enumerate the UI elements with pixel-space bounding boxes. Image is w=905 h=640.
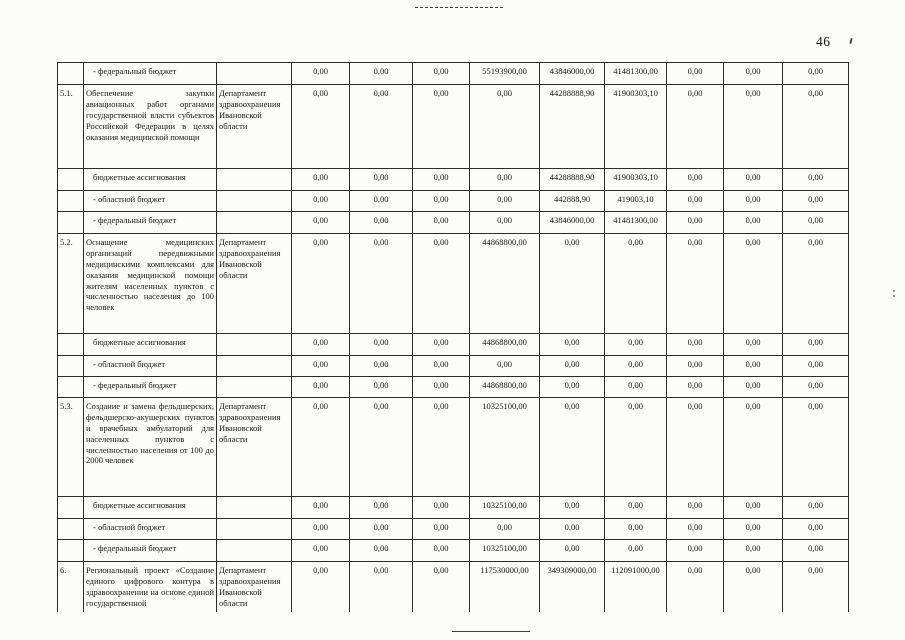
row-value-cell: 0,00 — [724, 398, 783, 497]
row-description-cell: бюджетные ассигнования — [84, 497, 217, 519]
row-value-cell: 0,00 — [667, 212, 724, 234]
row-value-cell: 0,00 — [724, 85, 783, 169]
row-number-cell — [58, 377, 84, 398]
row-value-cell: 44288888,90 — [540, 169, 605, 191]
row-value-cell: 0,00 — [413, 85, 470, 169]
row-value-cell: 0,00 — [724, 540, 783, 562]
row-number-cell: 5.2. — [58, 234, 84, 334]
table-row — [58, 169, 849, 191]
budget-table-body — [58, 63, 849, 612]
row-value-cell: 0,00 — [292, 85, 350, 169]
row-number-cell — [58, 497, 84, 519]
row-value-cell: 0,00 — [724, 519, 783, 540]
row-value-cell: 0,00 — [783, 377, 849, 398]
row-value-cell: 0,00 — [783, 234, 849, 334]
row-value-cell: 0,00 — [540, 540, 605, 562]
row-value-cell: 0,00 — [350, 497, 413, 519]
table-row — [58, 356, 849, 377]
row-number-cell: 5.3. — [58, 398, 84, 497]
row-value-cell: 0,00 — [413, 63, 470, 85]
row-department-cell — [217, 356, 292, 377]
row-value-cell: 0,00 — [413, 356, 470, 377]
row-value-cell: 0,00 — [667, 85, 724, 169]
row-value-cell: 0,00 — [470, 85, 540, 169]
row-value-cell: 0,00 — [413, 497, 470, 519]
row-value-cell: 0,00 — [350, 334, 413, 356]
row-value-cell: 0,00 — [667, 377, 724, 398]
table-row — [58, 497, 849, 519]
row-value-cell: 0,00 — [350, 169, 413, 191]
row-number-cell — [58, 356, 84, 377]
row-value-cell: 0,00 — [292, 63, 350, 85]
row-value-cell: 0,00 — [724, 191, 783, 212]
row-value-cell: 0,00 — [724, 377, 783, 398]
row-value-cell: 0,00 — [413, 191, 470, 212]
row-value-cell: 0,00 — [292, 398, 350, 497]
row-value-cell: 0,00 — [292, 212, 350, 234]
row-value-cell: 0,00 — [470, 169, 540, 191]
row-value-cell: 0,00 — [667, 191, 724, 212]
row-value-cell: 0,00 — [605, 334, 667, 356]
row-value-cell: 117530000,00 — [470, 562, 540, 612]
table-row — [58, 377, 849, 398]
row-value-cell: 0,00 — [605, 540, 667, 562]
scan-artifact-top-dashed-line — [415, 7, 503, 8]
row-department-cell — [217, 497, 292, 519]
page-number: 46 — [816, 34, 831, 49]
row-value-cell: 0,00 — [667, 169, 724, 191]
row-value-cell: 0,00 — [724, 169, 783, 191]
row-number-cell — [58, 191, 84, 212]
row-number-cell: 6. — [58, 562, 84, 612]
row-description-cell: бюджетные ассигнования — [84, 334, 217, 356]
row-value-cell: 0,00 — [783, 212, 849, 234]
row-value-cell: 0,00 — [724, 234, 783, 334]
row-value-cell: 0,00 — [783, 169, 849, 191]
row-value-cell: 0,00 — [783, 398, 849, 497]
row-value-cell: 0,00 — [350, 191, 413, 212]
row-department-cell: Департамент здравоохранения Ивановской области — [217, 234, 292, 334]
row-value-cell: 0,00 — [605, 234, 667, 334]
row-description-cell: - федеральный бюджет — [84, 63, 217, 85]
table-row — [58, 519, 849, 540]
row-value-cell: 0,00 — [540, 377, 605, 398]
row-description-cell: Оснащение медицинских организаций передвижными медицинскими комплексами для оказания медицинской помощи жителям населенных пунктов с численностью населения до 100 человек — [84, 234, 217, 334]
row-value-cell: 0,00 — [605, 377, 667, 398]
row-number-cell — [58, 540, 84, 562]
table-row — [58, 191, 849, 212]
row-description-cell: - федеральный бюджет — [84, 377, 217, 398]
row-value-cell: 0,00 — [540, 398, 605, 497]
row-value-cell: 0,00 — [667, 63, 724, 85]
row-value-cell: 0,00 — [724, 497, 783, 519]
row-value-cell: 41900303,10 — [605, 85, 667, 169]
row-department-cell — [217, 169, 292, 191]
row-number-cell — [58, 334, 84, 356]
row-value-cell: 10325100,00 — [470, 398, 540, 497]
row-number-cell — [58, 63, 84, 85]
row-value-cell: 0,00 — [292, 169, 350, 191]
row-number-cell: 5.1. — [58, 85, 84, 169]
row-description-cell: - федеральный бюджет — [84, 212, 217, 234]
table-row — [58, 398, 849, 497]
row-description-cell: - федеральный бюджет — [84, 540, 217, 562]
row-department-cell: Департамент здравоохранения Ивановской области — [217, 562, 292, 612]
row-value-cell: 0,00 — [724, 562, 783, 612]
row-value-cell: 44288888,90 — [540, 85, 605, 169]
row-department-cell — [217, 212, 292, 234]
row-number-cell — [58, 212, 84, 234]
scan-artifact-mark — [849, 38, 852, 44]
row-value-cell: 0,00 — [724, 334, 783, 356]
row-description-cell: - областной бюджет — [84, 519, 217, 540]
row-value-cell: 10325100,00 — [470, 540, 540, 562]
table-row — [58, 63, 849, 85]
row-value-cell: 10325100,00 — [470, 497, 540, 519]
row-value-cell: 0,00 — [783, 85, 849, 169]
row-value-cell: 0,00 — [350, 540, 413, 562]
row-value-cell: 0,00 — [470, 212, 540, 234]
row-value-cell: 0,00 — [350, 398, 413, 497]
row-value-cell: 0,00 — [350, 356, 413, 377]
row-value-cell: 0,00 — [292, 377, 350, 398]
row-value-cell: 0,00 — [413, 234, 470, 334]
row-value-cell: 44868800,00 — [470, 334, 540, 356]
row-value-cell: 0,00 — [350, 377, 413, 398]
row-value-cell: 0,00 — [667, 562, 724, 612]
scan-artifact-bottom-line — [452, 631, 530, 632]
row-value-cell: 0,00 — [350, 562, 413, 612]
row-value-cell: 0,00 — [413, 334, 470, 356]
table-row — [58, 212, 849, 234]
row-value-cell: 0,00 — [605, 497, 667, 519]
row-value-cell: 0,00 — [413, 169, 470, 191]
row-value-cell: 0,00 — [783, 191, 849, 212]
row-value-cell: 0,00 — [724, 212, 783, 234]
row-description-cell: - областной бюджет — [84, 356, 217, 377]
row-value-cell: 0,00 — [783, 519, 849, 540]
row-value-cell: 0,00 — [667, 398, 724, 497]
row-department-cell — [217, 334, 292, 356]
table-row — [58, 540, 849, 562]
row-value-cell: 0,00 — [667, 234, 724, 334]
row-value-cell: 0,00 — [783, 334, 849, 356]
row-department-cell — [217, 377, 292, 398]
row-value-cell: 0,00 — [292, 334, 350, 356]
budget-table — [57, 62, 849, 612]
row-value-cell: 0,00 — [350, 212, 413, 234]
row-number-cell — [58, 519, 84, 540]
row-value-cell: 0,00 — [540, 234, 605, 334]
row-value-cell: 0,00 — [783, 63, 849, 85]
row-value-cell: 349309000,00 — [540, 562, 605, 612]
row-value-cell: 0,00 — [292, 562, 350, 612]
row-value-cell: 0,00 — [413, 212, 470, 234]
row-value-cell: 442888,90 — [540, 191, 605, 212]
row-value-cell: 0,00 — [540, 356, 605, 377]
row-value-cell: 41481300,00 — [605, 212, 667, 234]
row-value-cell: 0,00 — [667, 519, 724, 540]
table-row — [58, 234, 849, 334]
row-value-cell: 0,00 — [350, 519, 413, 540]
row-value-cell: 0,00 — [350, 85, 413, 169]
row-value-cell: 0,00 — [413, 398, 470, 497]
row-value-cell: 0,00 — [413, 540, 470, 562]
row-value-cell: 0,00 — [413, 562, 470, 612]
row-value-cell: 41900303,10 — [605, 169, 667, 191]
row-value-cell: 0,00 — [292, 191, 350, 212]
row-value-cell: 0,00 — [470, 519, 540, 540]
row-value-cell: 0,00 — [540, 497, 605, 519]
row-value-cell: 0,00 — [783, 356, 849, 377]
row-value-cell: 43846000,00 — [540, 212, 605, 234]
row-value-cell: 0,00 — [783, 540, 849, 562]
row-value-cell: 0,00 — [540, 334, 605, 356]
scan-artifact-dots — [893, 290, 895, 292]
row-description-cell: Создание и замена фельдшерских, фельдшерско-акушерских пунктов и врачебных амбулаторий для населенных пунктов с численностью населения от 100 до 2000 человек — [84, 398, 217, 497]
row-department-cell: Департамент здравоохранения Ивановской области — [217, 398, 292, 497]
row-value-cell: 0,00 — [540, 519, 605, 540]
row-description-cell: - областной бюджет — [84, 191, 217, 212]
row-value-cell: 0,00 — [667, 334, 724, 356]
row-value-cell: 0,00 — [724, 356, 783, 377]
row-value-cell: 0,00 — [724, 63, 783, 85]
row-department-cell — [217, 63, 292, 85]
row-value-cell: 0,00 — [667, 540, 724, 562]
row-department-cell — [217, 191, 292, 212]
row-value-cell: 44868800,00 — [470, 234, 540, 334]
row-value-cell: 43846000,00 — [540, 63, 605, 85]
row-value-cell: 41481300,00 — [605, 63, 667, 85]
row-value-cell: 0,00 — [667, 356, 724, 377]
row-value-cell: 0,00 — [667, 497, 724, 519]
row-value-cell: 0,00 — [350, 63, 413, 85]
row-value-cell: 0,00 — [605, 398, 667, 497]
row-value-cell: 0,00 — [413, 519, 470, 540]
row-department-cell — [217, 519, 292, 540]
row-description-cell: бюджетные ассигнования — [84, 169, 217, 191]
row-value-cell: 0,00 — [783, 562, 849, 612]
row-value-cell: 0,00 — [783, 497, 849, 519]
row-value-cell: 0,00 — [605, 519, 667, 540]
row-description-cell: Обеспечение закупки авиационных работ органами государственной власти субъектов Российской Федерации в целях оказания медицинской помощи — [84, 85, 217, 169]
row-value-cell: 419003,10 — [605, 191, 667, 212]
row-value-cell: 0,00 — [292, 497, 350, 519]
table-row — [58, 334, 849, 356]
row-value-cell: 0,00 — [605, 356, 667, 377]
row-value-cell: 0,00 — [292, 234, 350, 334]
row-value-cell: 0,00 — [292, 519, 350, 540]
row-value-cell: 0,00 — [413, 377, 470, 398]
row-description-cell: Региональный проект «Создание единого цифрового контура в здравоохранении на основе единой государственной — [84, 562, 217, 612]
row-value-cell: 0,00 — [292, 356, 350, 377]
table-row — [58, 85, 849, 169]
row-number-cell — [58, 169, 84, 191]
row-value-cell: 44868800,00 — [470, 377, 540, 398]
row-value-cell: 0,00 — [350, 234, 413, 334]
row-value-cell: 112091000,00 — [605, 562, 667, 612]
row-value-cell: 55193900,00 — [470, 63, 540, 85]
row-department-cell — [217, 540, 292, 562]
row-value-cell: 0,00 — [470, 191, 540, 212]
row-value-cell: 0,00 — [470, 356, 540, 377]
row-value-cell: 0,00 — [292, 540, 350, 562]
table-row — [58, 562, 849, 612]
row-department-cell: Департамент здравоохранения Ивановской области — [217, 85, 292, 169]
